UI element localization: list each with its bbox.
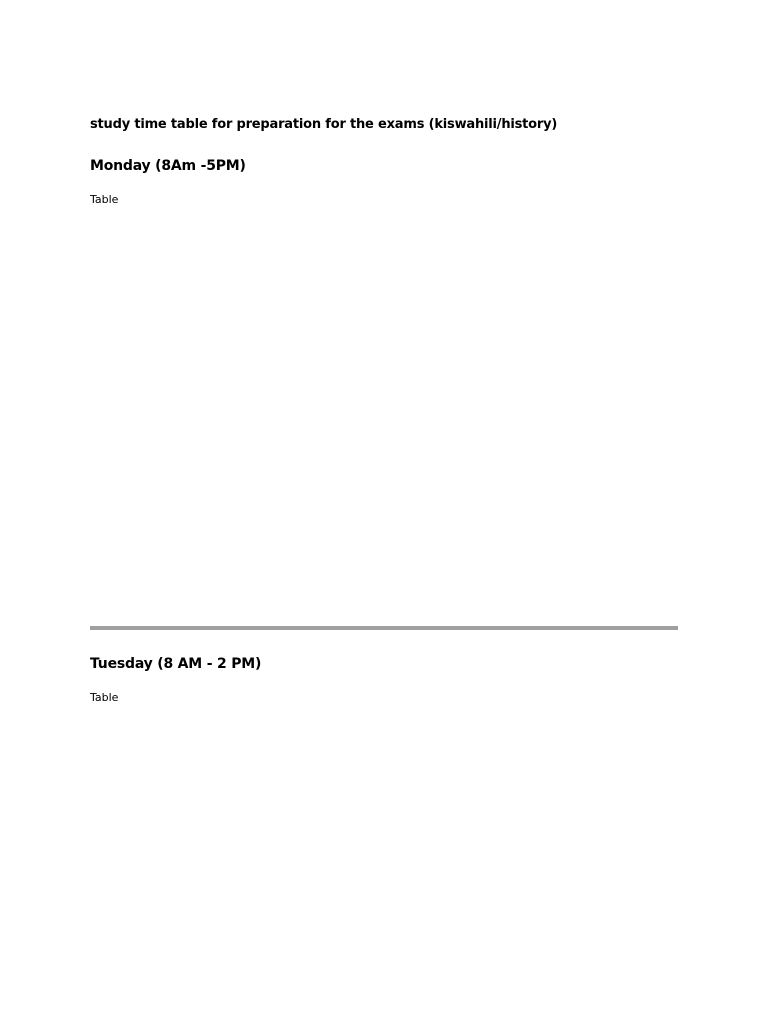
section-divider [90,626,678,630]
document-title: study time table for preparation for the exams (kiswahili/history) [90,117,558,132]
monday-table-placeholder: Table [90,193,119,206]
monday-heading: Monday (8Am -5PM) [90,158,246,174]
tuesday-heading: Tuesday (8 AM - 2 PM) [90,656,262,672]
tuesday-table-placeholder: Table [90,691,119,704]
